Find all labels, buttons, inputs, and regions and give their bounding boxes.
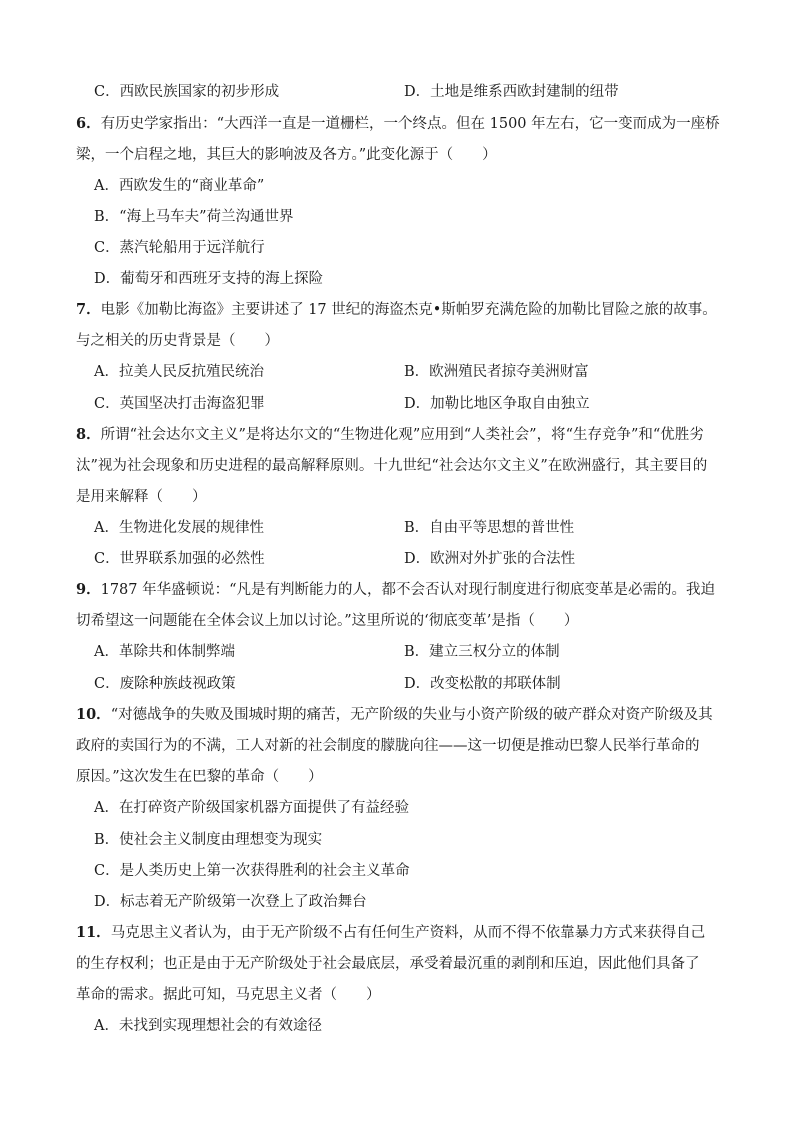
q9-option-c: C．废除种族歧视政策 — [94, 676, 236, 692]
q11-option-a: A．未找到实现理想社会的有效途径 — [94, 1018, 322, 1034]
q9-stem-line2: 切希望这一问题能在全体会议上加以讨论。”这里所说的‘彻底变革’是指（ ） — [76, 613, 579, 629]
q9-option-d: D．改变松散的邦联体制 — [404, 676, 561, 692]
q8-stem-line3: 是用来解释（ ） — [76, 489, 207, 505]
q7-number: 7． — [76, 301, 101, 318]
q11-number: 11． — [76, 924, 111, 941]
q6-option-b: B．“海上马车夫”荷兰沟通世界 — [94, 209, 294, 225]
q6-stem-line2: 梁，一个启程之地，其巨大的影响波及各方。”此变化源于（ ） — [76, 147, 497, 163]
q7-stem-text1: 电影《加勒比海盗》主要讲述了 17 世纪的海盗杰克•斯帕罗充满危险的加勒比冒险之旅的故事。 — [100, 302, 717, 318]
q8-option-a: A．生物进化发展的规律性 — [94, 520, 264, 536]
q7-option-b: B．欧洲殖民者掠夺美洲财富 — [404, 364, 589, 380]
q10-option-d: D．标志着无产阶级第一次登上了政治舞台 — [94, 894, 367, 910]
q11-stem-line1 — [76, 923, 705, 943]
q10-number: 10． — [76, 706, 111, 723]
q10-option-b: B．使社会主义制度由理想变为现实 — [94, 832, 323, 848]
q7-option-c: C．英国坚决打击海盗犯罪 — [94, 396, 265, 412]
q7-stem-line2: 与之相关的历史背景是（ ） — [76, 333, 279, 349]
q7-stem-line1 — [76, 300, 717, 320]
q8-number: 8． — [76, 426, 101, 443]
q11-stem-line2: 的生存权利；也正是由于无产阶级处于社会最底层，承受着最沉重的剥削和压迫，因此他们具备了 — [76, 956, 700, 972]
q9-number: 9． — [76, 581, 101, 598]
q6-option-c: C．蒸汽轮船用于远洋航行 — [94, 240, 265, 256]
q10-option-a: A．在打碎资产阶级国家机器方面提供了有益经验 — [94, 800, 409, 816]
q10-stem-line1 — [76, 705, 713, 725]
q5-option-c: C．西欧民族国家的初步形成 — [94, 84, 280, 100]
q5-option-d: D．土地是维系西欧封建制的纽带 — [404, 84, 619, 100]
q9-stem-line1 — [76, 580, 715, 600]
q10-stem-text1: “对德战争的失败及围城时期的痛苦，无产阶级的失业与小资产阶级的破产群众对资产阶级及其 — [110, 707, 713, 723]
q10-stem-line2: 政府的卖国行为的不满，工人对新的社会制度的朦胧向往——这一切便是推动巴黎人民举行革命的 — [76, 738, 700, 754]
q11-stem-text1: 马克思主义者认为，由于无产阶级不占有任何生产资料，从而不得不依靠暴力方式来获得自己 — [110, 925, 706, 941]
q11-stem-line3: 革命的需求。据此可知，马克思主义者（ ） — [76, 987, 381, 1003]
q7-option-d: D．加勒比地区争取自由独立 — [404, 396, 590, 412]
q8-option-b: B．自由平等思想的普世性 — [404, 520, 575, 536]
q10-option-c: C．是人类历史上第一次获得胜利的社会主义革命 — [94, 863, 410, 879]
q6-stem-text1: 有历史学家指出：“大西洋一直是一道栅栏，一个终点。但在 1500 年左右，它一变而成为一座桥 — [100, 116, 720, 132]
q8-option-d: D．欧洲对外扩张的合法性 — [404, 551, 576, 567]
q9-option-b: B．建立三权分立的体制 — [404, 644, 560, 660]
q6-option-d: D．葡萄牙和西班牙支持的海上探险 — [94, 271, 324, 287]
q7-option-a: A．拉美人民反抗殖民统治 — [94, 364, 264, 380]
q8-option-c: C．世界联系加强的必然性 — [94, 551, 265, 567]
q6-number: 6． — [76, 115, 101, 132]
q9-stem-text1: 1787 年华盛顿说：“凡是有判断能力的人，都不会否认对现行制度进行彻底变革是必需的。我迫 — [100, 582, 716, 598]
q6-stem-line1 — [76, 114, 720, 134]
q10-stem-line3: 原因。”这次发生在巴黎的革命（ ） — [76, 769, 323, 785]
q8-stem-text1: 所谓“社会达尔文主义”是将达尔文的“生物进化观”应用到“人类社会”，将“生存竞争”和“优胜劣 — [100, 427, 704, 443]
q6-option-a: A．西欧发生的“商业革命” — [94, 178, 265, 194]
q9-option-a: A．革除共和体制弊端 — [94, 644, 235, 660]
q8-stem-line1 — [76, 425, 704, 445]
q8-stem-line2: 汰”视为社会现象和历史进程的最高解释原则。十九世纪“社会达尔文主义”在欧洲盛行，其主要目的 — [76, 458, 708, 474]
